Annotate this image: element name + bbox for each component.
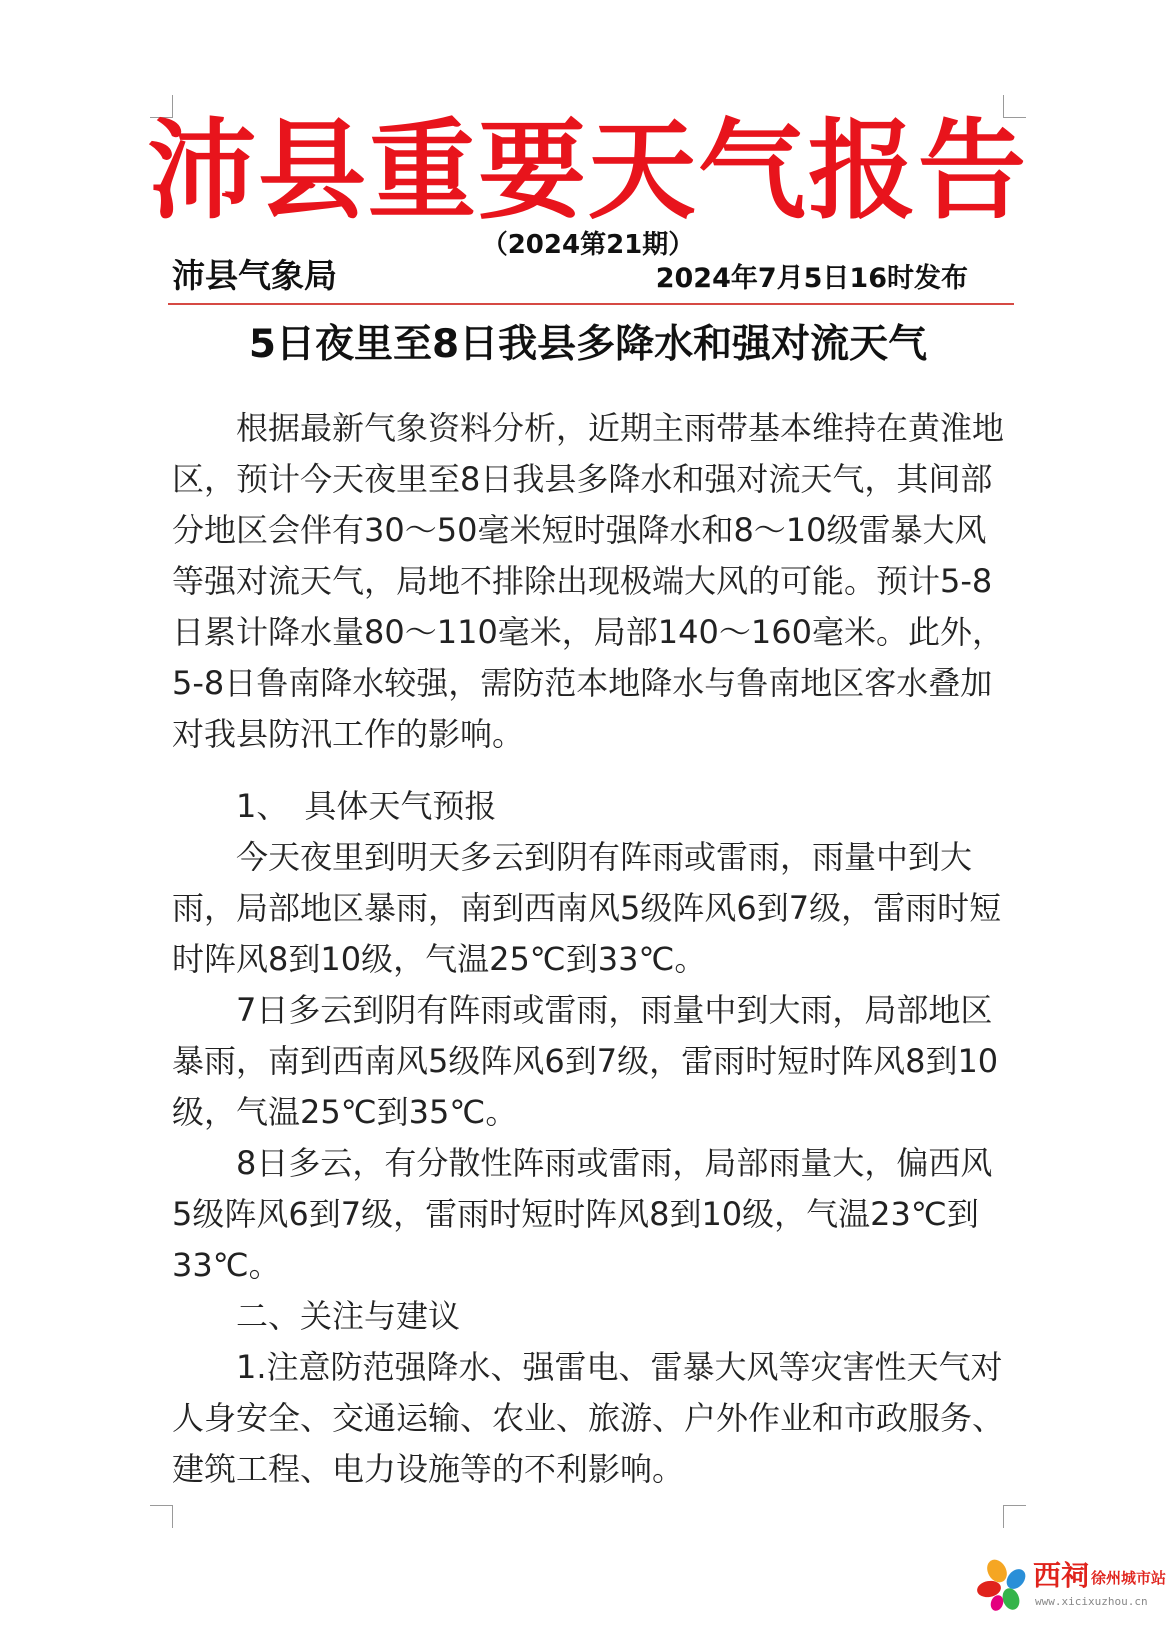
crop-mark-bottom-left (150, 1505, 173, 1528)
crop-mark-bottom-right (1003, 1505, 1026, 1528)
paragraph-forecast-tonight: 今天夜里到明天多云到阴有阵雨或雷雨，雨量中到大雨，局部地区暴雨，南到西南风5级阵风6到7级，雷雨时短时阵风8到10级，气温25℃到33℃。 (172, 838, 1002, 978)
xici-watermark-logo (975, 1555, 1170, 1627)
watermark-brand-name: 西祠 (1033, 1559, 1090, 1592)
report-masthead: 沛县重要天气报告 (147, 109, 1028, 234)
issuing-agency: 沛县气象局 (172, 256, 337, 295)
section-heading-advice: 二、关注与建议 (236, 1297, 461, 1335)
paragraph-forecast-8th: 8日多云，有分散性阵雨或雷雨，局部雨量大，偏西风5级阵风6到7级，雷雨时短时阵风8到10级，气温23℃到33℃。 (172, 1144, 993, 1284)
watermark-brand (1033, 1561, 1166, 1593)
report-body (172, 403, 1008, 1495)
paragraph-forecast-7th: 7日多云到阴有阵雨或雷雨，雨量中到大雨，局部地区暴雨，南到西南风5级阵风6到7级，雷雨时短时阵风8到10级，气温25℃到35℃。 (172, 991, 999, 1131)
pinwheel-logo-icon (975, 1557, 1035, 1617)
report-headline: 5日夜里至8日我县多降水和强对流天气 (248, 322, 928, 367)
paragraph-summary: 根据最新气象资料分析，近期主雨带基本维持在黄淮地区，预计今天夜里至8日我县多降水和强对流天气，其间部分地区会伴有30～50毫米短时强降水和8～10级雷暴大风等强对流天气，局地不排除出现极端大风的可能。预计5-8日累计降水量80～110毫米，局部140～160毫米。此外，5-8日鲁南降水较强，需防范本地降水与鲁南地区客水叠加对我县防汛工作的影响。 (172, 409, 1005, 753)
paragraph-advice-1: 1.注意防范强降水、强雷电、雷暴大风等灾害性天气对人身安全、交通运输、农业、旅游、户外作业和市政服务、建筑工程、电力设施等的不利影响。 (172, 1348, 1005, 1488)
section-heading-forecast: 1、 具体天气预报 (236, 787, 497, 825)
issue-number: （2024第21期） (481, 230, 695, 260)
watermark-site-name: 徐州城市站 (1091, 1569, 1167, 1587)
watermark-url: www.xicixuzhou.cn (1035, 1595, 1148, 1608)
publish-date: 2024年7月5日16时发布 (655, 263, 968, 294)
header-divider (168, 303, 1014, 305)
